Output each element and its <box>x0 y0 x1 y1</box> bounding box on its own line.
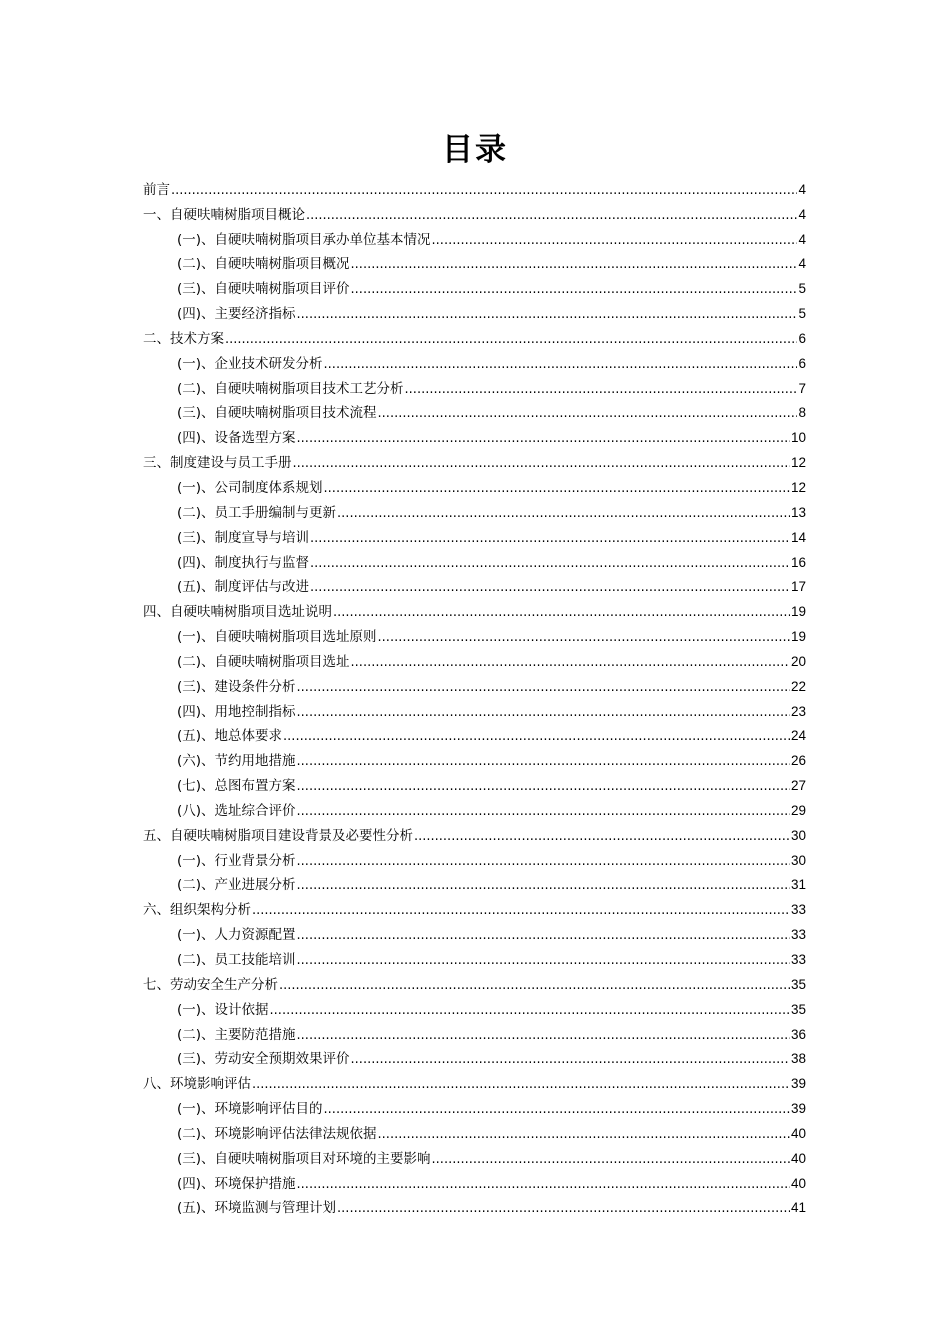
toc-entry[interactable] <box>143 621 806 646</box>
toc-page-number: 35 <box>790 1001 806 1017</box>
toc-entry[interactable] <box>143 199 806 224</box>
toc-entry-label: (二)、员工技能培训 <box>177 952 296 968</box>
toc-entry[interactable] <box>143 745 806 770</box>
toc-page-number: 19 <box>790 604 806 620</box>
toc-entry[interactable] <box>143 994 806 1019</box>
toc-entry-label: (一)、企业技术研发分析 <box>177 355 323 372</box>
toc-entry[interactable] <box>143 646 806 671</box>
toc-dot-leader <box>337 1199 790 1217</box>
toc-page-number: 31 <box>790 877 806 893</box>
toc-dot-leader <box>297 678 790 696</box>
toc-page-number: 4 <box>798 256 806 272</box>
toc-entry-label: (三)、自硬呋喃树脂项目评价 <box>177 281 350 298</box>
toc-dot-leader <box>310 554 790 572</box>
toc-entry-label: 八、环境影响评估 <box>143 1076 251 1093</box>
toc-page-number: 6 <box>798 330 806 346</box>
toc-entry[interactable] <box>143 572 806 597</box>
toc-page-number: 33 <box>790 902 806 918</box>
toc-page-number: 5 <box>798 306 806 322</box>
toc-dot-leader <box>351 1050 790 1068</box>
toc-entry[interactable] <box>143 1118 806 1143</box>
toc-page-number: 10 <box>790 430 806 446</box>
toc-dot-leader <box>270 1001 790 1019</box>
toc-page-number: 24 <box>790 728 806 744</box>
toc-page-number: 29 <box>790 802 806 818</box>
toc-entry[interactable] <box>143 422 806 447</box>
toc-entry-label: 五、自硬呋喃树脂项目建设背景及必要性分析 <box>143 827 413 844</box>
toc-entry-label: (三)、制度宣导与培训 <box>177 529 310 546</box>
toc-dot-leader <box>252 1075 790 1093</box>
toc-page-number: 4 <box>798 231 806 247</box>
toc-entry-label: (一)、设计依据 <box>177 1001 269 1018</box>
toc-entry[interactable] <box>143 870 806 895</box>
toc-entry[interactable] <box>143 770 806 795</box>
toc-entry[interactable] <box>143 1143 806 1168</box>
toc-entry[interactable] <box>143 522 806 547</box>
toc-entry[interactable] <box>143 1193 806 1218</box>
toc-page-number: 27 <box>790 778 806 794</box>
toc-entry[interactable] <box>143 273 806 298</box>
toc-dot-leader <box>333 603 790 621</box>
toc-entry-label: (二)、自硬呋喃树脂项目选址 <box>177 653 350 670</box>
toc-dot-leader <box>297 1175 790 1193</box>
toc-entry[interactable] <box>143 894 806 919</box>
toc-dot-leader <box>297 852 790 870</box>
toc-dot-leader <box>310 529 790 547</box>
toc-entry-label: (一)、自硬呋喃树脂项目选址原则 <box>177 629 377 646</box>
toc-entry-label: (四)、制度执行与监督 <box>177 554 310 571</box>
toc-entry[interactable] <box>143 224 806 249</box>
toc-entry[interactable] <box>143 472 806 497</box>
toc-entry-label: (四)、用地控制指标 <box>177 703 296 720</box>
toc-entry-label: (五)、地总体要求 <box>177 728 283 745</box>
toc-entry[interactable] <box>143 1093 806 1118</box>
toc-page-number: 12 <box>790 479 806 495</box>
toc-entry[interactable] <box>143 1044 806 1069</box>
toc-entry-label: 七、劳动安全生产分析 <box>143 976 278 993</box>
toc-dot-leader <box>293 454 790 472</box>
toc-entry[interactable] <box>143 969 806 994</box>
toc-entry-label: 前言 <box>143 181 170 198</box>
toc-dot-leader <box>324 479 790 497</box>
toc-dot-leader <box>405 380 798 398</box>
toc-page-number: 13 <box>790 504 806 520</box>
toc-dot-leader <box>297 951 790 969</box>
toc-entry[interactable] <box>143 696 806 721</box>
toc-dot-leader <box>297 876 790 894</box>
toc-entry-label: (二)、产业进展分析 <box>177 877 296 894</box>
toc-page-number: 36 <box>790 1026 806 1042</box>
toc-dot-leader <box>171 181 797 199</box>
toc-entry-label: 二、技术方案 <box>143 330 224 347</box>
toc-dot-leader <box>252 901 790 919</box>
toc-page-number: 8 <box>798 405 806 421</box>
toc-entry-label: 六、组织架构分析 <box>143 902 251 919</box>
toc-entry[interactable] <box>143 298 806 323</box>
toc-entry-label: (三)、建设条件分析 <box>177 678 296 695</box>
toc-title: 目录 <box>442 132 508 168</box>
toc-dot-leader <box>378 628 790 646</box>
toc-page-number: 39 <box>790 1076 806 1092</box>
toc-dot-leader <box>310 578 790 596</box>
toc-dot-leader <box>297 777 790 795</box>
toc-page-number: 33 <box>790 952 806 967</box>
toc-dot-leader <box>225 330 797 348</box>
toc-page-number: 41 <box>790 1200 806 1216</box>
toc-entry-label: (一)、人力资源配置 <box>177 927 296 944</box>
toc-entry[interactable] <box>143 721 806 746</box>
toc-page-number: 38 <box>790 1051 806 1067</box>
toc-entry-label: (五)、环境监测与管理计划 <box>177 1200 337 1217</box>
toc-entry-label: (四)、环境保护措施 <box>177 1175 296 1192</box>
toc-page-number: 22 <box>790 678 806 694</box>
toc-dot-leader <box>414 827 790 845</box>
toc-entry-label: (四)、主要经济指标 <box>177 306 296 323</box>
toc-dot-leader <box>297 1026 790 1044</box>
toc-page-number: 20 <box>790 653 806 669</box>
toc-dot-leader <box>378 404 798 422</box>
toc-entry[interactable] <box>143 497 806 522</box>
toc-entry[interactable] <box>143 373 806 398</box>
toc-page-number: 4 <box>798 181 806 197</box>
toc-dot-leader <box>324 1100 790 1118</box>
toc-page-number: 14 <box>790 529 806 545</box>
toc-entry-label: 三、制度建设与员工手册 <box>143 455 292 472</box>
toc-dot-leader <box>297 802 790 820</box>
toc-entry-label: (一)、环境影响评估目的 <box>177 1101 323 1118</box>
toc-page-number: 23 <box>790 703 806 719</box>
toc-dot-leader <box>297 752 790 770</box>
toc-page-number: 35 <box>790 976 806 992</box>
toc-dot-leader <box>432 1150 790 1168</box>
toc-entry-label: (二)、自硬呋喃树脂项目技术工艺分析 <box>177 380 404 397</box>
toc-dot-leader <box>337 504 790 522</box>
toc-entry[interactable] <box>143 671 806 696</box>
toc-entry-label: (三)、劳动安全预期效果评价 <box>177 1051 350 1068</box>
toc-dot-leader <box>297 429 790 447</box>
toc-page-number: 40 <box>790 1175 806 1191</box>
toc-dot-leader <box>351 653 790 671</box>
toc-entry[interactable] <box>143 820 806 845</box>
toc-entry[interactable] <box>143 1068 806 1093</box>
table-of-contents <box>143 174 806 1217</box>
toc-page-number: 19 <box>790 629 806 645</box>
toc-entry[interactable] <box>143 398 806 423</box>
toc-entry[interactable] <box>143 447 806 472</box>
toc-dot-leader <box>351 280 798 298</box>
toc-page-number: 40 <box>790 1150 806 1166</box>
toc-page-number: 33 <box>790 927 806 943</box>
toc-entry[interactable] <box>143 944 806 969</box>
toc-entry[interactable] <box>143 348 806 373</box>
toc-entry-label: (七)、总图布置方案 <box>177 778 296 795</box>
toc-entry[interactable] <box>143 919 806 944</box>
toc-page-number: 39 <box>790 1101 806 1117</box>
toc-page-number: 16 <box>790 554 806 570</box>
toc-dot-leader <box>279 976 790 994</box>
toc-dot-leader <box>378 1125 790 1143</box>
toc-entry-label: (三)、自硬呋喃树脂项目对环境的主要影响 <box>177 1150 431 1167</box>
toc-page-number: 5 <box>798 281 806 297</box>
toc-entry-label: (二)、自硬呋喃树脂项目概况 <box>177 256 350 273</box>
toc-entry-label: (四)、设备选型方案 <box>177 430 296 447</box>
toc-entry-label: (一)、行业背景分析 <box>177 852 296 869</box>
toc-page-number: 4 <box>798 206 806 222</box>
toc-dot-leader <box>432 231 798 249</box>
toc-entry-label: (二)、员工手册编制与更新 <box>177 504 337 521</box>
toc-entry[interactable] <box>143 1168 806 1193</box>
toc-entry-label: 四、自硬呋喃树脂项目选址说明 <box>143 604 332 621</box>
toc-dot-leader <box>283 727 790 745</box>
toc-dot-leader <box>324 355 798 373</box>
toc-dot-leader <box>297 703 790 721</box>
toc-entry[interactable] <box>143 795 806 820</box>
toc-page-number: 12 <box>790 455 806 471</box>
toc-page-number: 40 <box>790 1125 806 1141</box>
toc-entry-label: (一)、公司制度体系规划 <box>177 479 323 496</box>
toc-page-number: 30 <box>790 852 806 868</box>
toc-entry-label: (二)、主要防范措施 <box>177 1026 296 1043</box>
toc-dot-leader <box>351 255 798 273</box>
toc-dot-leader <box>297 926 790 944</box>
toc-dot-leader <box>297 305 798 323</box>
toc-entry-label: (二)、环境影响评估法律法规依据 <box>177 1125 377 1142</box>
toc-entry[interactable] <box>143 547 806 572</box>
toc-page-number: 26 <box>790 753 806 769</box>
toc-entry-label: (八)、选址综合评价 <box>177 802 296 819</box>
toc-entry-label: (一)、自硬呋喃树脂项目承办单位基本情况 <box>177 231 431 248</box>
toc-dot-leader <box>306 206 797 224</box>
toc-page-number: 6 <box>798 355 806 371</box>
toc-page-number: 30 <box>790 827 806 843</box>
toc-entry[interactable] <box>143 845 806 870</box>
toc-page-number: 17 <box>790 579 806 595</box>
toc-entry-label: (三)、自硬呋喃树脂项目技术流程 <box>177 405 377 422</box>
toc-entry[interactable] <box>143 596 806 621</box>
toc-entry-label: 一、自硬呋喃树脂项目概论 <box>143 206 305 223</box>
toc-page-number: 7 <box>798 380 806 396</box>
toc-entry[interactable] <box>143 323 806 348</box>
toc-entry-label: (六)、节约用地措施 <box>177 753 296 770</box>
toc-entry[interactable] <box>143 249 806 274</box>
toc-entry[interactable] <box>143 1019 806 1044</box>
toc-entry[interactable] <box>143 174 806 199</box>
toc-entry-label: (五)、制度评估与改进 <box>177 579 310 596</box>
